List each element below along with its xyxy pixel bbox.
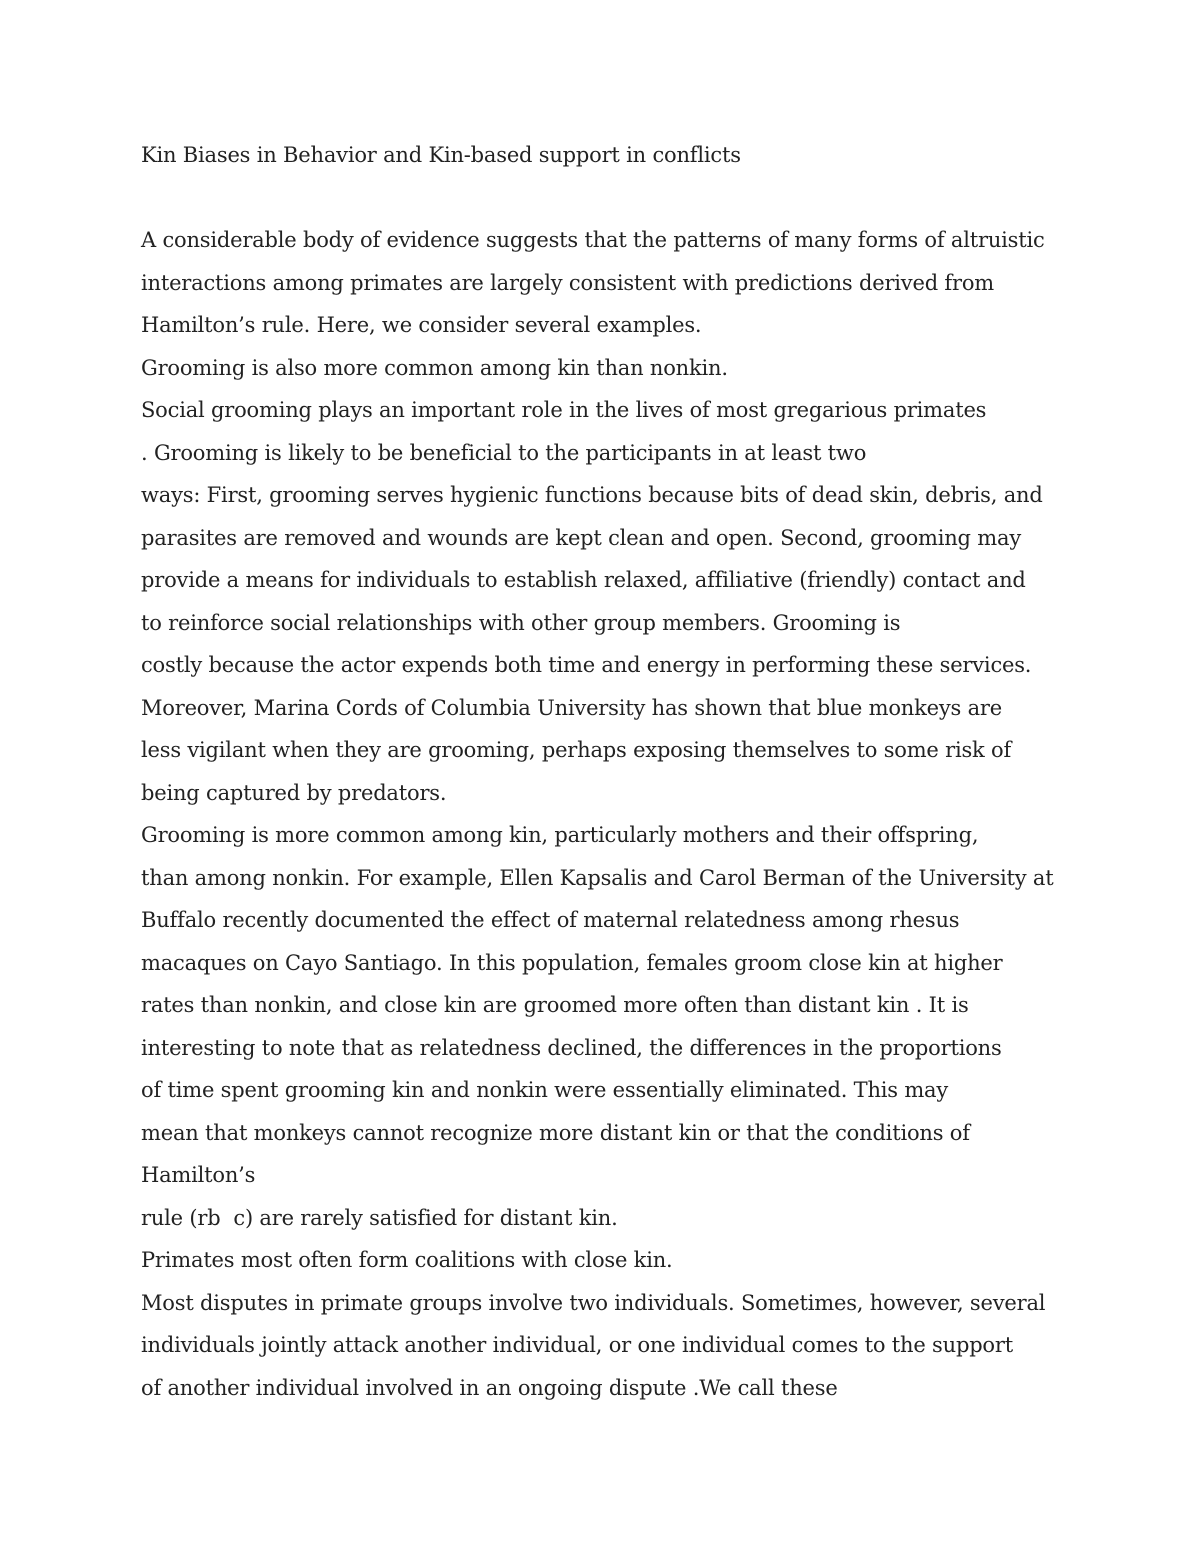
text-line: being captured by predators. — [141, 780, 447, 805]
text-line: ways: First, grooming serves hygienic functions because bits of dead skin, debris, and — [141, 483, 1043, 507]
text-line: Buffalo recently documented the effect of maternal relatedness among rhesus — [141, 908, 960, 932]
text-line: individuals jointly attack another individual, or one individual comes to the support — [141, 1333, 1013, 1357]
text-line: . Grooming is likely to be beneficial to the participants in at least two — [141, 440, 867, 465]
text-line: Hamilton’s rule. Here, we consider several examples. — [141, 313, 702, 337]
text-line: of another individual involved in an ongoing dispute .We call these — [141, 1375, 838, 1400]
text-line: than among nonkin. For example, Ellen Kapsalis and Carol Berman of the University at — [141, 865, 1054, 890]
text-line: less vigilant when they are grooming, perhaps exposing themselves to some risk of — [141, 738, 1012, 762]
text-line: Moreover, Marina Cords of Columbia University has shown that blue monkeys are — [141, 695, 1002, 720]
text-line: Primates most often form coalitions with close kin. — [141, 1248, 673, 1272]
text-line: to reinforce social relationships with other group members. Grooming is — [141, 610, 901, 635]
text-line: interesting to note that as relatedness declined, the differences in the proportions — [141, 1035, 1002, 1060]
text-line: interactions among primates are largely consistent with predictions derived from — [141, 270, 994, 295]
document-title: Kin Biases in Behavior and Kin-based support in conflicts — [141, 143, 741, 167]
text-line: Most disputes in primate groups involve two individuals. Sometimes, however, several — [141, 1290, 1046, 1315]
text-line: rates than nonkin, and close kin are groomed more often than distant kin . It is — [141, 993, 969, 1017]
text-line: costly because the actor expends both time and energy in performing these services. — [141, 653, 1032, 677]
text-line: Social grooming plays an important role in the lives of most gregarious primates — [141, 398, 987, 422]
text-line: Grooming is also more common among kin than nonkin. — [141, 355, 728, 380]
text-line: parasites are removed and wounds are kept clean and open. Second, grooming may — [141, 525, 1021, 550]
text-line: of time spent grooming kin and nonkin were essentially eliminated. This may — [141, 1078, 949, 1102]
text-line: macaques on Cayo Santiago. In this population, females groom close kin at higher — [141, 950, 1003, 975]
document-body — [141, 134, 1101, 1409]
text-line: rule (rb c) are rarely satisfied for distant kin. — [141, 1205, 618, 1230]
text-line: mean that monkeys cannot recognize more distant kin or that the conditions of — [141, 1120, 970, 1145]
text-line: Grooming is more common among kin, particularly mothers and their offspring, — [141, 823, 979, 847]
text-line: provide a means for individuals to establish relaxed, affiliative (friendly) contact and — [141, 568, 1026, 592]
text-line: Hamilton’s — [141, 1163, 256, 1187]
text-line: A considerable body of evidence suggests that the patterns of many forms of altruistic — [141, 228, 1045, 252]
